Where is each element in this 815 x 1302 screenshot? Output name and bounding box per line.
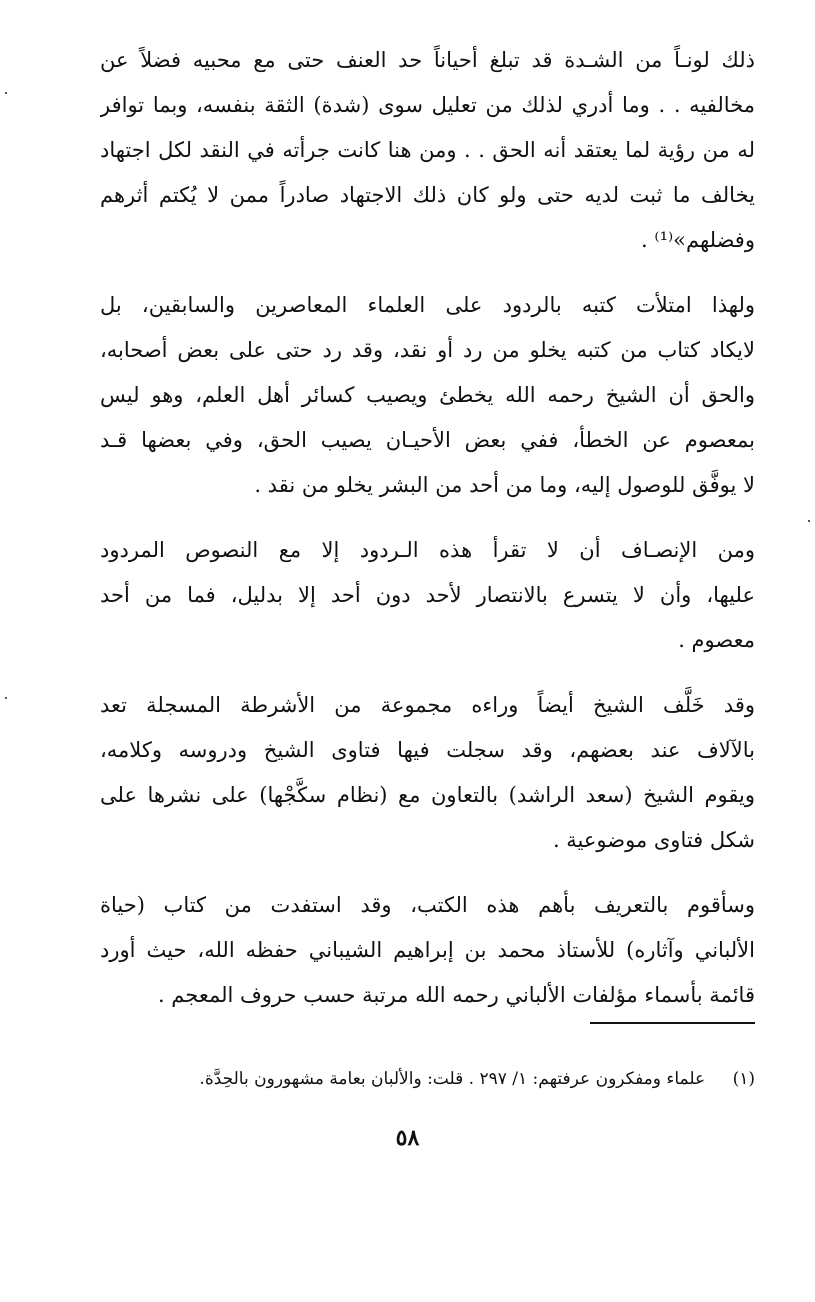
- text-line: بالآلاف عند بعضهم، وقد سجلت فيها فتاوى الشيخ ودروسه وكلامه،: [100, 738, 755, 762]
- paragraph-1: [100, 38, 755, 263]
- text-line: شكل فتاوى موضوعية .: [552, 828, 755, 852]
- scan-speck: [5, 92, 7, 94]
- text-line: بمعصوم عن الخطأ، ففي بعض الأحيـان يصيب الحق، وفي بعضها قـد: [100, 428, 755, 452]
- footnote: [100, 1064, 755, 1094]
- text-line: قائمة بأسماء مؤلفات الألباني رحمه الله مرتبة حسب حروف المعجم .: [157, 983, 755, 1007]
- paragraph-5: [100, 883, 755, 1018]
- text-line: عليها، وأن لا يتسرع بالانتصار لأحد دون أحد إلا بدليل، فما من أحد: [100, 583, 755, 607]
- text-line: والحق أن الشيخ رحمه الله يخطئ ويصيب كسائر أهل العلم، وهو ليس: [100, 383, 755, 407]
- text-line: لايكاد كتاب من كتبه يخلو من رد أو نقد، وقد رد حتى على بعض أصحابه،: [100, 338, 755, 362]
- scan-speck: [5, 697, 7, 699]
- footnote-number: (١): [732, 1069, 755, 1089]
- text-line: وسأقوم بالتعريف بأهم هذه الكتب، وقد استفدت من كتاب (حياة: [100, 893, 755, 917]
- scan-speck: [808, 520, 810, 522]
- text-line: ذلك لونـاً من الشـدة قد تبلغ أحياناً حد العنف حتى مع محبيه فضلاً عن: [100, 48, 755, 72]
- paragraph-2: [100, 283, 755, 508]
- text-line: لا يوفَّق للوصول إليه، وما من أحد من البشر يخلو من نقد .: [254, 473, 755, 497]
- page-number: ٥٨: [395, 1125, 420, 1151]
- text-line: الألباني وآثاره) للأستاذ محمد بن إبراهيم الشيباني حفظه الله، حيث أورد: [100, 938, 755, 962]
- text-line: يخالف ما ثبت لديه حتى ولو كان ذلك الاجتهاد صادراً ممن لا يُكتم أثرهم: [100, 183, 755, 207]
- footnote-separator: [590, 1022, 755, 1024]
- paragraph-3: [100, 528, 755, 663]
- paragraph-4: [100, 683, 755, 863]
- text-line: له من رؤية لما يعتقد أنه الحق . . ومن هنا كانت جرأته في النقد لكل اجتهاد: [100, 138, 755, 162]
- footnote-text: علماء ومفكرون عرفتهم: ١/ ٢٩٧ . قلت: والألبان بعامة مشهورون بالحِدَّة.: [199, 1069, 706, 1089]
- text-line: ويقوم الشيخ (سعد الراشد) بالتعاون مع (نظام سكَّجْها) على نشرها على: [100, 783, 755, 807]
- text-line: ومن الإنصـاف أن لا تقرأ هذه الـردود إلا مع النصوص المردود: [100, 538, 755, 562]
- text-line: ولهذا امتلأت كتبه بالردود على العلماء المعاصرين والسابقين، بل: [100, 293, 755, 317]
- text-line: معصوم .: [678, 628, 755, 652]
- main-text: [100, 38, 755, 1038]
- text-line: وفضلهم»⁽¹⁾ .: [641, 228, 755, 252]
- text-line: مخالفيه . . وما أدري لذلك من تعليل سوى (شدة) الثقة بنفسه، وبما توافر: [100, 93, 755, 117]
- text-line: وقد خَلَّف الشيخ أيضاً وراءه مجموعة من الأشرطة المسجلة تعد: [100, 693, 755, 717]
